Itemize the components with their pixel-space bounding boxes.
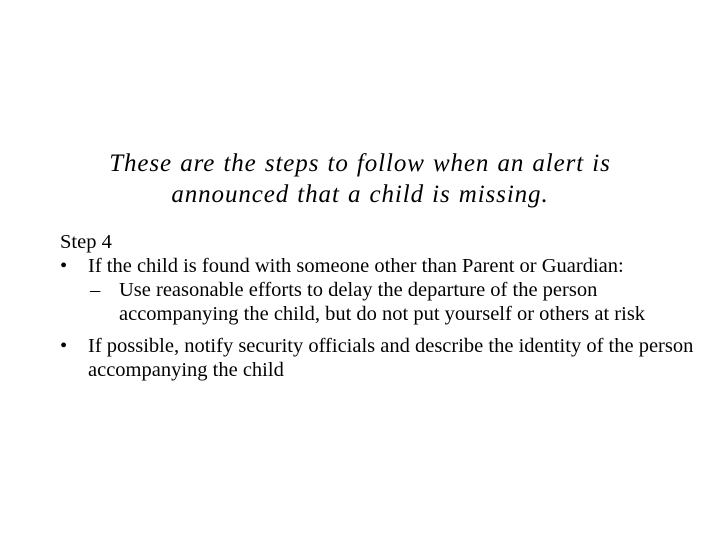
step-heading: Step 4 bbox=[60, 231, 112, 253]
slide-title bbox=[40, 148, 680, 210]
bullet-item-2 bbox=[60, 334, 700, 382]
sub-bullet-item-1 bbox=[60, 278, 700, 326]
slide-body bbox=[60, 230, 700, 382]
sub-bullet-text: Use reasonable efforts to delay the departure of the person accompanying the child, but do not put yourself or others at risk bbox=[119, 279, 646, 325]
bullet-text: If the child is found with someone other than Parent or Guardian: bbox=[88, 255, 624, 277]
title-line-1: These are the steps to follow when an alert is bbox=[109, 150, 611, 177]
title-line-2: announced that a child is missing. bbox=[171, 181, 549, 208]
bullet-text: If possible, notify security officials and describe the identity of the person accompanying the child bbox=[88, 335, 694, 381]
bullet-item-1 bbox=[60, 254, 700, 278]
bullet-marker: • bbox=[60, 335, 68, 357]
bullet-marker: • bbox=[60, 255, 68, 277]
sub-bullet-marker: – bbox=[90, 279, 101, 301]
